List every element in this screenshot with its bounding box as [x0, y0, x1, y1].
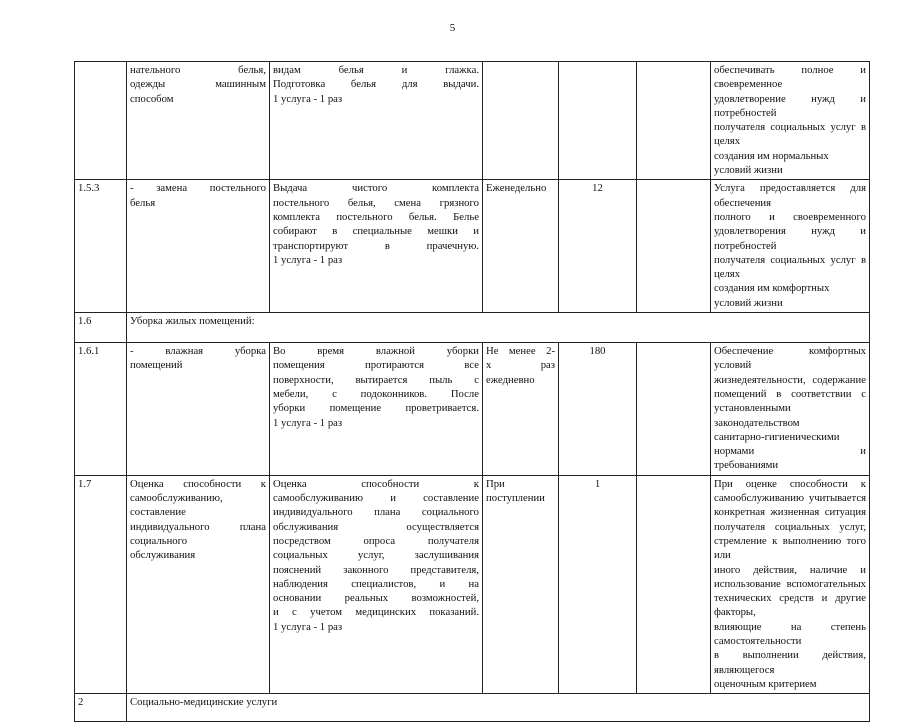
service-description-line: мебели, с подоконников. После [273, 387, 479, 400]
service-name-line: индивидуального плана [130, 520, 266, 533]
service-result-line: санитарно-гигиеническими нормами и [714, 430, 866, 458]
service-result-line: получателя социальных услуг в целях [714, 121, 866, 148]
service-result-line: конкретная жизненная ситуация [714, 506, 866, 519]
service-name-line: социального [130, 534, 188, 547]
service-period-line: х раз [486, 359, 555, 372]
service-volume: 12 [559, 180, 637, 313]
service-result-line: создания им нормальных условий жизни [714, 149, 829, 177]
service-name-line: самообслуживанию, [130, 492, 223, 505]
service-result [711, 343, 870, 476]
service-result-line: получателя социальных услуг в целях [714, 253, 866, 281]
section-title: Уборка жилых помещений: [127, 313, 870, 343]
service-description [270, 180, 483, 313]
service-period-line: ежедневно [486, 373, 535, 386]
service-result-line: самообслуживанию учитывается [714, 492, 866, 505]
service-description-line: уборки помещение проветривается. [273, 402, 479, 415]
service-result-line: технических средств и другие факторы, [714, 592, 866, 619]
service-result [711, 475, 870, 693]
service-extra [637, 475, 711, 693]
service-description-line: видам белья и глажка. [273, 64, 479, 76]
service-description-line: основании реальных возможностей, [273, 592, 479, 605]
service-extra [637, 180, 711, 313]
service-result [711, 62, 870, 180]
service-description-line: Выдача чистого комплекта [273, 182, 479, 195]
service-name-line: - замена постельного [130, 182, 266, 195]
service-result-line: удовлетворения нужд и потребностей [714, 225, 866, 252]
section-number: 2 [75, 694, 127, 722]
service-name-line: помещений [130, 359, 183, 372]
section-row [75, 694, 870, 722]
service-volume: 1 [559, 475, 637, 693]
service-name [127, 62, 270, 180]
service-result-line: При оценке способности к [714, 477, 866, 490]
service-result-line: в выполнении действия, являющегося [714, 649, 866, 676]
service-name-line: Оценка способности к [130, 477, 266, 490]
row-number [75, 62, 127, 180]
service-result-line: использование вспомогательных [714, 577, 866, 590]
service-name [127, 343, 270, 476]
page-number: 5 [449, 22, 456, 34]
services-table [74, 61, 870, 722]
table-row [75, 62, 870, 180]
section-row [75, 313, 870, 343]
row-number: 1.5.3 [75, 180, 127, 313]
service-period [483, 343, 559, 476]
service-description-line: и с учетом медицинских показаний. [273, 606, 479, 619]
service-description [270, 62, 483, 180]
service-description-line: Во время влажной уборки [273, 345, 479, 358]
section-number: 1.6 [75, 313, 127, 343]
service-description-line: поверхности, вытирается пыль с [273, 373, 479, 386]
service-result-line: жизнедеятельности, содержание [714, 373, 866, 386]
service-description [270, 475, 483, 693]
service-description-line: самообслуживанию и составление [273, 492, 479, 505]
service-description-line: индивидуального плана социального [273, 506, 479, 519]
service-description-line: посредством опроса получателя [273, 534, 479, 547]
service-name-line: нательного белья, [130, 64, 266, 76]
service-description-line: 1 услуга - 1 раз [273, 416, 343, 429]
service-result-line: создания им комфортных условий жизни [714, 282, 830, 309]
service-description-line: обслуживания осуществляется [273, 520, 479, 533]
row-number: 1.7 [75, 475, 127, 693]
service-period: Еженедельно [483, 180, 559, 313]
service-result-line: получателя социальных услуг, [714, 520, 866, 533]
service-description-line: комплекта постельного белья. Белье [273, 210, 479, 223]
table-row [75, 475, 870, 693]
service-name-line: белья [130, 196, 156, 209]
service-period-line: При [486, 477, 505, 490]
table-row [75, 180, 870, 313]
service-result [711, 180, 870, 313]
service-result-line: установленными законодательством [714, 402, 800, 429]
service-description [270, 343, 483, 476]
service-result-line: обеспечивать полное и своевременное [714, 64, 866, 91]
service-name [127, 475, 270, 693]
service-name-line: способом [130, 92, 174, 105]
service-result-line: стремление к выполнению того или [714, 534, 866, 562]
service-description-line: пояснений законного представителя, [273, 563, 479, 576]
service-result-line: требованиями [714, 459, 779, 472]
table-row [75, 343, 870, 476]
service-description-line: социальных услуг, заслушивания [273, 549, 479, 562]
service-period [483, 62, 559, 180]
service-result-line: полного и своевременного [714, 210, 866, 223]
row-number: 1.6.1 [75, 343, 127, 476]
service-description-line: Подготовка белья для выдачи. [273, 78, 479, 91]
service-description-line: 1 услуга - 1 раз [273, 620, 343, 633]
service-description-line: помещения протираются все [273, 359, 479, 372]
service-volume: 180 [559, 343, 637, 476]
service-extra [637, 62, 711, 180]
service-name-line: одежды машинным [130, 78, 266, 91]
service-description-line: постельного белья, смена грязного [273, 196, 479, 209]
service-name-line: обслуживания [130, 549, 196, 562]
section-title: Социально-медицинские услуги [127, 694, 870, 722]
service-result-line: оценочным критерием [714, 677, 817, 690]
service-description-line: собирают в специальные мешки и [273, 225, 479, 238]
service-period-line: Не менее 2- [486, 345, 555, 358]
service-name [127, 180, 270, 313]
service-result-line: влияющие на степень самостоятельности [714, 620, 866, 647]
service-description-line: транспортируют в прачечную. [273, 239, 479, 252]
service-result-line: помещений в соответствии с [714, 387, 866, 400]
service-result-line: Обеспечение комфортных условий [714, 345, 866, 372]
service-result-line: Услуга предоставляется для обеспечения [714, 182, 866, 209]
service-description-line: 1 услуга - 1 раз [273, 253, 343, 266]
service-result-line: иного действия, наличие и [714, 563, 866, 576]
service-description-line: Оценка способности к [273, 477, 479, 490]
service-extra [637, 343, 711, 476]
service-result-line: удовлетворение нужд и потребностей [714, 92, 866, 119]
service-volume [559, 62, 637, 180]
service-name-line: - влажная уборка [130, 345, 266, 358]
service-description-line: 1 услуга - 1 раз [273, 92, 343, 105]
service-name-line: составление [130, 506, 186, 519]
service-period [483, 475, 559, 693]
service-period-line: поступлении [486, 492, 545, 505]
service-description-line: наблюдения специалистов, и на [273, 577, 479, 590]
